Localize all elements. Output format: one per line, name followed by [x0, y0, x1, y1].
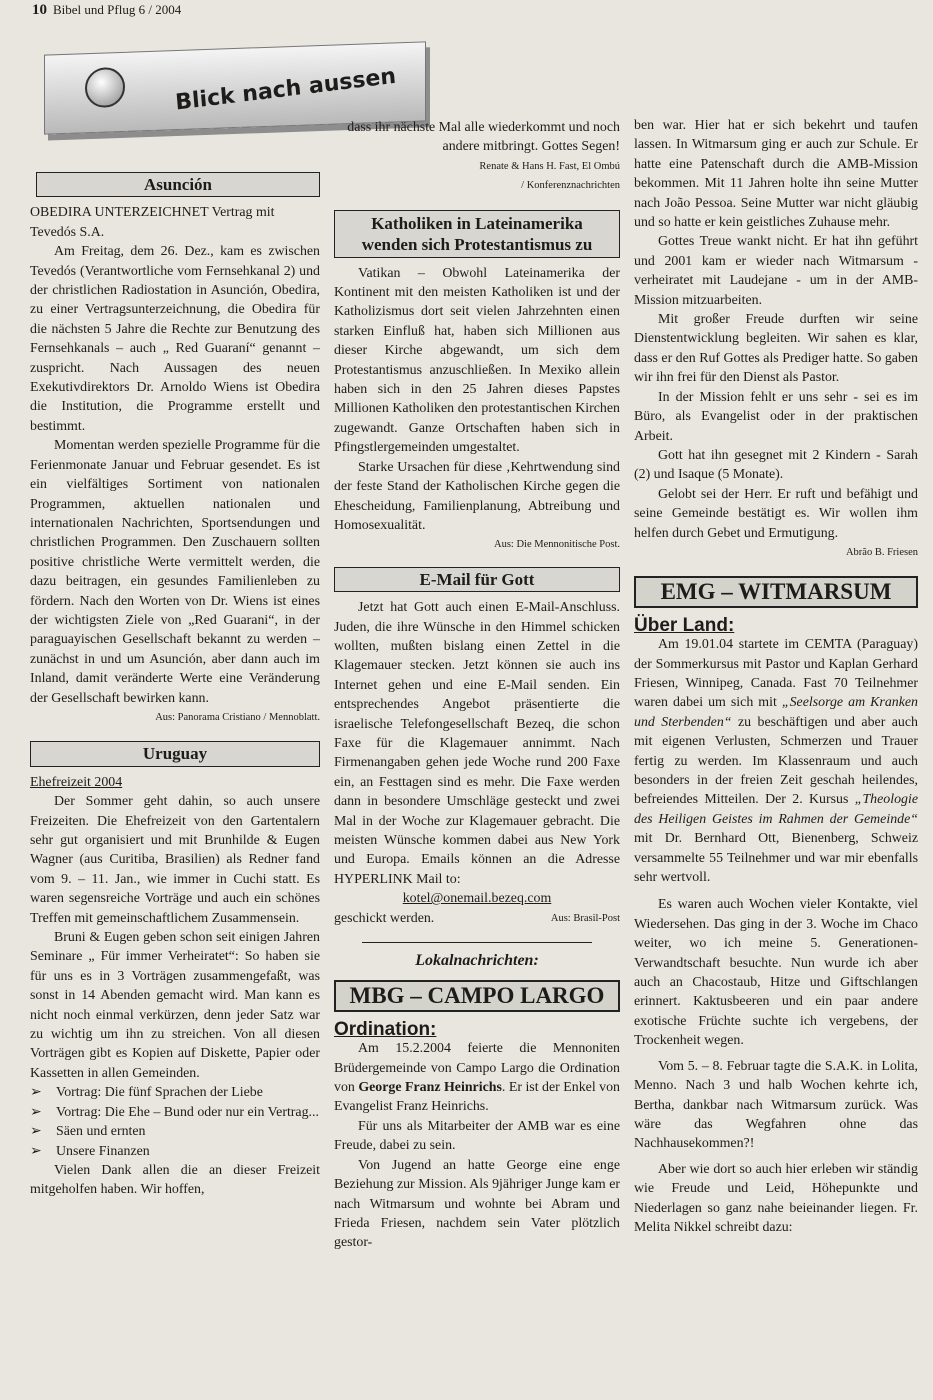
email-heading: E-Mail für Gott	[334, 567, 620, 592]
emg-heading: EMG – WITMARSUM	[634, 576, 918, 607]
publication-title: Bibel und Pflug 6 / 2004	[53, 2, 182, 17]
uruguay-paragraph: Der Sommer geht dahin, so auch unsere Freizeiten. Die Ehefreizeit von den Gartentalern sehr gut organisiert und mit Brunhilde & Eugen Wagner (aus Curitiba, Brasilien) als Redner fand vom 9. – 11. Jan., wie immer in Cuchi statt. Es waren segensreiche Vorträge und auch ein schönes Treffen mit gemeinschaftlichem Zusammensein.	[30, 794, 320, 926]
email-paragraph: Jetzt hat Gott auch einen E-Mail-Anschluss. Juden, die ihre Wünsche in den Himmel schicken wollten, mußten bislang einen Zettel in die Klagemauer stecken. Jetzt können sie auch ins Internet gehen und eine E-Mail senden. Ein entsprechendes Angebot präsentierte die israelische Telefongesellschaft Bezeq, die schon Faxe für die Klagemauer annimmt. Nach Firmenangaben gehen jede Woche rund 200 Faxe ein, an Festtagen sind es mehr. Die Faxe werden dann in besondere Umschläge gesteckt und zwei Mal in der Woche zur Klagemauer gebracht. Die meisten Wünsche kommen dabei aus New York und Europa. Emails können an die Adresse HYPERLINK Mail to:	[334, 600, 620, 887]
mission-source: Abrão B. Friesen	[845, 546, 918, 558]
asuncion-lead: OBEDIRA UNTERZEICHNET Vertrag mit Tevedós S.A.	[30, 205, 275, 240]
divider	[362, 942, 592, 943]
katholiken-paragraph: Vatikan – Obwohl Lateinamerika der Kontinent mit den meisten Katholiken ist und der Katholizismus dort seit vielen Jahrzehnten einen starken Einfluß hat, haben sich Millionen aus dieser Kirche abgewandt, um sich dem Protestantismus anzuschließen. In Mexiko allein haben sich in den 25 Jahren dieses Papstes Millionen Katholiken den protestantischen Kirchen zugewandt. Ganze Ortschaften haben sich in Pfingstlergemeinden umgestaltet.	[334, 265, 620, 456]
email-link[interactable]: kotel@onemail.bezeq.com	[402, 891, 552, 907]
page-header	[32, 2, 181, 19]
uruguay-closing: Vielen Dank allen die an dieser Freizeit mitgeholfen haben. Wir hoffen,	[30, 1162, 320, 1198]
bullet-item: ➢ Vortrag: Die fünf Sprachen der Liebe	[30, 1083, 320, 1102]
uruguay-paragraph: Bruni & Eugen geben schon seit einigen Jahren Seminare „ Für immer Verheiratet“: So haben sie für uns es in 3 Vorträgen zusammengefaßt, was sonst in 14 Abenden gemacht wird. Man kann es nicht noch einmal verkürzen, denn jeder Satz war zu wichtig um ihn zu streichen. Von all diesen Vorträgen gibt es Kopien auf Diskette, Papier oder Kassetten in allen Gemeinden.	[30, 930, 320, 1081]
mission-paragraph: Mit großer Freude durften wir seine Dienstentwicklung begleiten. Wir sahen es klar, dass er den Ruf Gottes als Prediger hatte. So gaben wir ihn frei für den Dienst als Pastor.	[634, 312, 918, 386]
katholiken-paragraph: Starke Ursachen für diese ‚Kehrtwendung sind der feste Stand der Katholischen Kirche gegen die Ehescheidung, Familienplanung, Abtreibung und Homosexualität.	[334, 459, 620, 533]
mission-paragraph: Gott hat ihn gesegnet mit 2 Kindern - Sarah (2) und Isaque (5 Monate).	[634, 447, 918, 483]
bullet-arrow-icon: ➢	[30, 1143, 42, 1159]
mission-paragraph: Gelobt sei der Herr. Er ruft und befähigt und seine Gemeinde bestätigt es. Wir wollen ihm helfen durch Gebet und Ermutigung.	[634, 486, 918, 541]
page-number: 10	[32, 2, 47, 18]
globe-icon	[85, 67, 125, 108]
banner-title: Blick nach aussen	[174, 63, 398, 116]
bullet-item: ➢ Unsere Finanzen	[30, 1142, 320, 1161]
land-paragraph: Es waren auch Wochen vieler Kontakte, viel Wiedersehen. Das ging in der 3. Woche im Chaco weiter, wo ich meine 5. Generationen-Verwandtschaft besuchte. Nun wurde ich aber auch an Chacostaub, Hitze und Giftschlangen erinnert. Kaktusbeeren und ein paar andere exotische Früchte suchte ich vergebens, der Trockenheit wegen.	[634, 897, 918, 1049]
asuncion-source: Aus: Panorama Cristiano / Mennoblatt.	[155, 711, 320, 723]
mission-paragraph: ben war. Hier hat er sich bekehrt und taufen lassen. In Witmarsum ging er auch zur Schule. Er hatte eine Patenschaft durch die AMB-Mission bekommen. Mit 11 Jahren holte ihn seine Mutter nach João Pessoa. Seine Mutter war nicht gläubig und so hatte er kein geistliches Zuhause mehr.	[634, 118, 918, 231]
land-paragraph: Aber wie dort so auch hier erleben wir ständig wie Freude und Leid, Höhepunkte und Niederlagen so ganz nahe beieinander liegen. Fr. Melita Nikkel schreibt dazu:	[634, 1161, 918, 1235]
bullet-arrow-icon: ➢	[30, 1104, 42, 1120]
column-3	[634, 116, 918, 1237]
land-paragraph: Vom 5. – 8. Februar tagte die S.A.K. in Lolita, Menno. Nach 3 und halb Wochen kehrte ich, Bertha, dankbar nach Witmarsum zurück. Was wäre das Wegfahren ohne das Nachhausekommen?!	[634, 1058, 918, 1152]
bullet-arrow-icon: ➢	[30, 1085, 42, 1101]
ordination-paragraph: Am 15.2.2004 feierte die Mennoniten Brüdergemeinde von Campo Largo die Ordination von George Franz Heinrichs. Er ist der Enkel von Evangelist Franz Heinrichs.	[334, 1041, 621, 1115]
lokal-heading: Lokalnachrichten:	[415, 952, 539, 970]
email-source: Aus: Brasil-Post	[550, 912, 620, 924]
mbg-heading: MBG – CAMPO LARGO	[334, 980, 620, 1011]
column-1	[30, 168, 320, 1200]
uruguay-heading: Uruguay	[30, 741, 320, 766]
asuncion-paragraph: Am Freitag, dem 26. Dez., kam es zwischen Tevedós (Verantwortliche vom Fernsehkanal 2) und der christlichen Radiostation in Asunción, Obedira, zu einer Vertragsunterzeichnung, die Obedira für die nächsten 5 Jahre die Rechte zur Benutzung des Fernsehkanals – auch „ Red Guaraní“ genannt – zuspricht. Nach Aussagen des neuen Exekutivdirektors Dr. Arnoldo Wiens ist Obedira die Institution, die Programme erstellt und bestimmt.	[30, 244, 320, 434]
katholiken-heading: Katholiken in Lateinamerika wenden sich Protestantismus zu	[334, 210, 620, 258]
column-2	[334, 118, 620, 1253]
mission-paragraph: In der Mission fehlt er uns sehr - sei es im Büro, als Evangelist oder in der praktischen Arbeit.	[634, 389, 918, 444]
email-end-row: geschickt werden. Aus: Brasil-Post	[334, 909, 620, 928]
asuncion-heading: Asunción	[36, 172, 320, 197]
land-paragraph: Am 19.01.04 startete im CEMTA (Paraguay) der Sommerkursus mit Pastor und Kaplan Gerhard Friesen, Winnipeg, Canada. Fast 70 Teilnehmer waren dabei um sich mit „Seelsorge am Kranken und Sterbenden“ zu beschäftigen und aber auch mit eigenen Verlusten, Schmerzen und Trauer fertig zu werden. Im Klassenraum und auch besonders in der freien Zeit geschah heilendes, befreiendes Mitteilen. Der 2. Kursus „Theologie des Heiligen Geistes im Rahmen der Gemeinde“ mit Dr. Bernhard Ott, Bienenberg, Schweiz versammelte 55 Teilnehmer und war mir ebenfalls sehr wertvoll.	[634, 637, 918, 886]
ordination-paragraph: Von Jugend an hatte George eine enge Beziehung zur Mission. Als 9jähriger Junge kam er nach Witmarsum und wohnte bei Abram und Frieda Friesen, nachdem sein Vater plötzlich gestor-	[334, 1157, 620, 1251]
continued-source: Renate & Hans H. Fast, El Ombú	[479, 160, 620, 172]
continued-source: / Konferenznachrichten	[521, 180, 620, 192]
ordination-heading: Ordination:	[334, 1018, 437, 1040]
continued-text: dass ihr nächste Mal alle wiederkommt und noch andere mitbringt. Gottes Segen!	[347, 120, 620, 155]
asuncion-paragraph: Momentan werden spezielle Programme für die Ferienmonate Januar und Februar gesendet. Es ist ein vielfältiges Sortiment von nationalen Programmen, aktuellen nationalen und internationalen Nachrichten, Sportsendungen und christlichen Programmen. Den Zuschauern sollten positive christliche Werte vermittelt werden, die dazu beitragen, ein gesundes Familienleben zu fördern. Nach den Worten von Dr. Wiens ist eines der wichtigsten Ziele von „Red Guarani“, in der paraguayischen Gesellschaft bekannt zu werden – zunächst in und um Asunción, aber dann auch im Inland, damit veränderte Werte eine Veränderung der Gesellschaft bewirken kann.	[30, 438, 320, 706]
bullet-item: ➢ Vortrag: Die Ehe – Bund oder nur ein Vertrag...	[30, 1103, 320, 1122]
katholiken-source: Aus: Die Mennonitische Post.	[494, 539, 620, 551]
bullet-arrow-icon: ➢	[30, 1124, 42, 1140]
ordination-paragraph: Für uns als Mitarbeiter der AMB war es eine Freude, dabei zu sein.	[334, 1118, 620, 1154]
mission-paragraph: Gottes Treue wankt nicht. Er hat ihn geführt und 2001 kam er wieder nach Witmarsum - verheiratet mit Laudejane - um in der AMB-Mission mitzuarbeiten.	[634, 234, 918, 308]
uruguay-subheading: Ehefreizeit 2004	[30, 774, 123, 790]
land-heading: Über Land:	[634, 614, 735, 636]
bullet-item: ➢ Säen und ernten	[30, 1122, 320, 1141]
